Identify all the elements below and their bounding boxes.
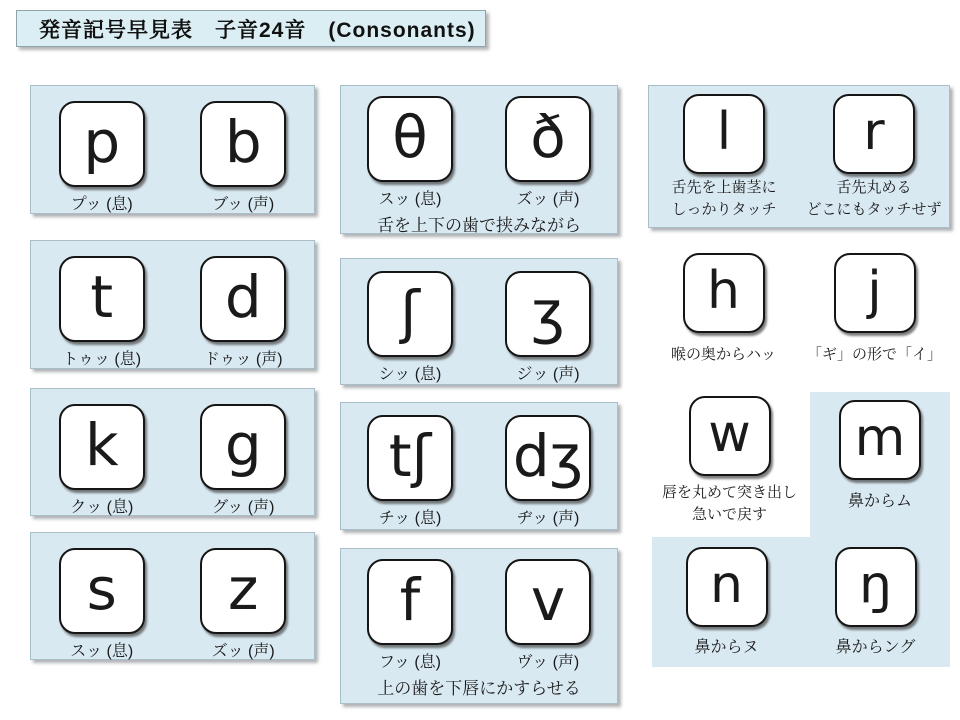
sound-label: シッ (息) <box>378 366 442 383</box>
sound-h <box>648 253 799 364</box>
ipa-symbol-l: l <box>716 102 732 162</box>
label-line-1: 舌先を上歯茎に <box>671 179 777 196</box>
sound-tsh <box>341 415 479 528</box>
ipa-symbol-ng: ŋ <box>859 555 892 615</box>
sound-label: 喉の奥からハッ <box>670 346 776 363</box>
sound-label: ブッ (声) <box>212 196 275 213</box>
sound-card-s <box>59 548 145 634</box>
sound-label: ドゥッ (声) <box>203 351 283 368</box>
sound-label: フッ (息) <box>379 654 441 671</box>
ipa-symbol-s: s <box>86 555 117 623</box>
sound-eth <box>479 96 617 209</box>
sound-card-ezh <box>505 271 591 357</box>
label-line-1: 舌先丸める <box>836 179 912 196</box>
sound-label <box>806 177 941 221</box>
sound-card-k <box>59 404 145 490</box>
ipa-symbol-ezh: ʒ <box>531 278 565 346</box>
group-h-j <box>648 253 950 364</box>
sound-label: 「ギ」の形で「イ」 <box>806 346 942 363</box>
sound-b <box>173 101 315 214</box>
sound-label <box>662 482 797 526</box>
sound-ezh <box>479 271 617 384</box>
ipa-symbol-v: v <box>530 566 566 634</box>
sound-card-z <box>200 548 286 634</box>
group-w <box>648 396 811 526</box>
sound-label <box>671 177 776 221</box>
sound-card-g <box>200 404 286 490</box>
sound-v <box>479 559 617 672</box>
group-note: 舌を上下の歯で挟みながら <box>377 216 581 235</box>
sound-j <box>799 253 950 364</box>
sound-card-r <box>833 94 915 174</box>
sound-card-t <box>59 256 145 342</box>
sound-card-v <box>505 559 591 645</box>
sound-label: ジッ (声) <box>516 366 580 383</box>
ipa-symbol-f: f <box>399 566 421 634</box>
sound-label: プッ (息) <box>70 196 133 213</box>
sound-p <box>31 101 173 214</box>
group-panel-f-v <box>340 548 618 704</box>
ipa-symbol-p: p <box>83 108 121 176</box>
sound-card-f <box>367 559 453 645</box>
title-bar <box>16 10 486 47</box>
sound-card-b <box>200 101 286 187</box>
sound-label: スッ (息) <box>70 643 134 660</box>
group-panel-esh-ezh <box>340 258 618 385</box>
sound-card-p <box>59 101 145 187</box>
ipa-symbol-r: r <box>863 102 885 162</box>
sound-label: チッ (息) <box>378 510 442 527</box>
group-panel-k-g <box>30 388 315 516</box>
ipa-symbol-z: z <box>228 555 259 623</box>
ipa-symbol-g: g <box>224 411 262 479</box>
ipa-symbol-theta: θ <box>392 103 428 171</box>
ipa-symbol-dzh: dʒ <box>512 422 584 490</box>
sound-m <box>810 400 950 511</box>
ipa-symbol-h: h <box>707 261 740 321</box>
group-panel-tsh-dzh <box>340 402 618 530</box>
sound-card-theta <box>367 96 453 182</box>
ipa-symbol-tsh: tʃ <box>388 422 432 490</box>
sound-d <box>173 256 315 369</box>
ipa-symbol-j: j <box>867 261 882 321</box>
sound-theta <box>341 96 479 209</box>
ipa-symbol-t: t <box>90 263 114 331</box>
sound-card-h <box>683 253 765 333</box>
sound-r <box>799 94 949 221</box>
sound-label: トゥッ (息) <box>62 351 142 368</box>
sound-card-d <box>200 256 286 342</box>
ipa-symbol-eth: ð <box>530 103 566 171</box>
sound-card-eth <box>505 96 591 182</box>
sound-k <box>31 404 173 517</box>
sound-ng <box>801 547 950 657</box>
sound-z <box>173 548 315 661</box>
sound-label: ズッ (声) <box>211 643 275 660</box>
ipa-symbol-n: n <box>710 555 743 615</box>
ipa-symbol-b: b <box>224 108 262 176</box>
sound-l <box>649 94 799 221</box>
label-line-2: 急いで戻す <box>691 505 767 523</box>
sound-label: ヴッ (声) <box>516 654 580 671</box>
sound-label: 鼻からヌ <box>694 639 759 656</box>
label-line-2: どこにもタッチせず <box>806 200 942 218</box>
sound-label: スッ (息) <box>378 191 442 208</box>
sound-label: ヂッ (声) <box>516 510 580 527</box>
sound-card-l <box>683 94 765 174</box>
ipa-symbol-k: k <box>84 411 119 479</box>
ipa-symbol-d: d <box>224 263 262 331</box>
sound-card-dzh <box>505 415 591 501</box>
sound-card-j <box>834 253 916 333</box>
sound-card-m <box>839 400 921 480</box>
sound-card-n <box>686 547 768 627</box>
sound-card-esh <box>367 271 453 357</box>
sound-n <box>652 547 801 657</box>
sound-label: グッ (声) <box>212 499 275 516</box>
group-panel-m <box>810 392 950 537</box>
sound-label: 鼻からム <box>847 493 912 510</box>
sound-f <box>341 559 479 672</box>
sound-label: 鼻からング <box>835 639 916 656</box>
sound-label: クッ (息) <box>70 499 134 516</box>
group-panel-n-ng <box>652 537 950 667</box>
sound-esh <box>341 271 479 384</box>
group-note: 上の歯を下唇にかすらせる <box>377 679 581 698</box>
sound-t <box>31 256 173 369</box>
sound-card-ng <box>835 547 917 627</box>
label-line-2: しっかりタッチ <box>671 200 777 218</box>
sound-g <box>173 404 315 517</box>
sound-card-tsh <box>367 415 453 501</box>
ipa-symbol-esh: ʃ <box>400 278 420 346</box>
sound-dzh <box>479 415 617 528</box>
group-panel-t-d <box>30 240 315 369</box>
group-panel-s-z <box>30 532 315 660</box>
group-panel-l-r <box>648 85 950 228</box>
sound-card-w <box>689 396 771 476</box>
sound-label: ズッ (声) <box>516 191 580 208</box>
page-title: 発音記号早見表 子音24音 (Consonants) <box>39 18 476 42</box>
ipa-symbol-w: w <box>708 404 751 464</box>
group-panel-theta-eth <box>340 85 618 234</box>
group-panel-p-b <box>30 85 315 214</box>
sound-s <box>31 548 173 661</box>
ipa-symbol-m: m <box>854 408 906 468</box>
label-line-1: 唇を丸めて突き出し <box>661 484 797 501</box>
